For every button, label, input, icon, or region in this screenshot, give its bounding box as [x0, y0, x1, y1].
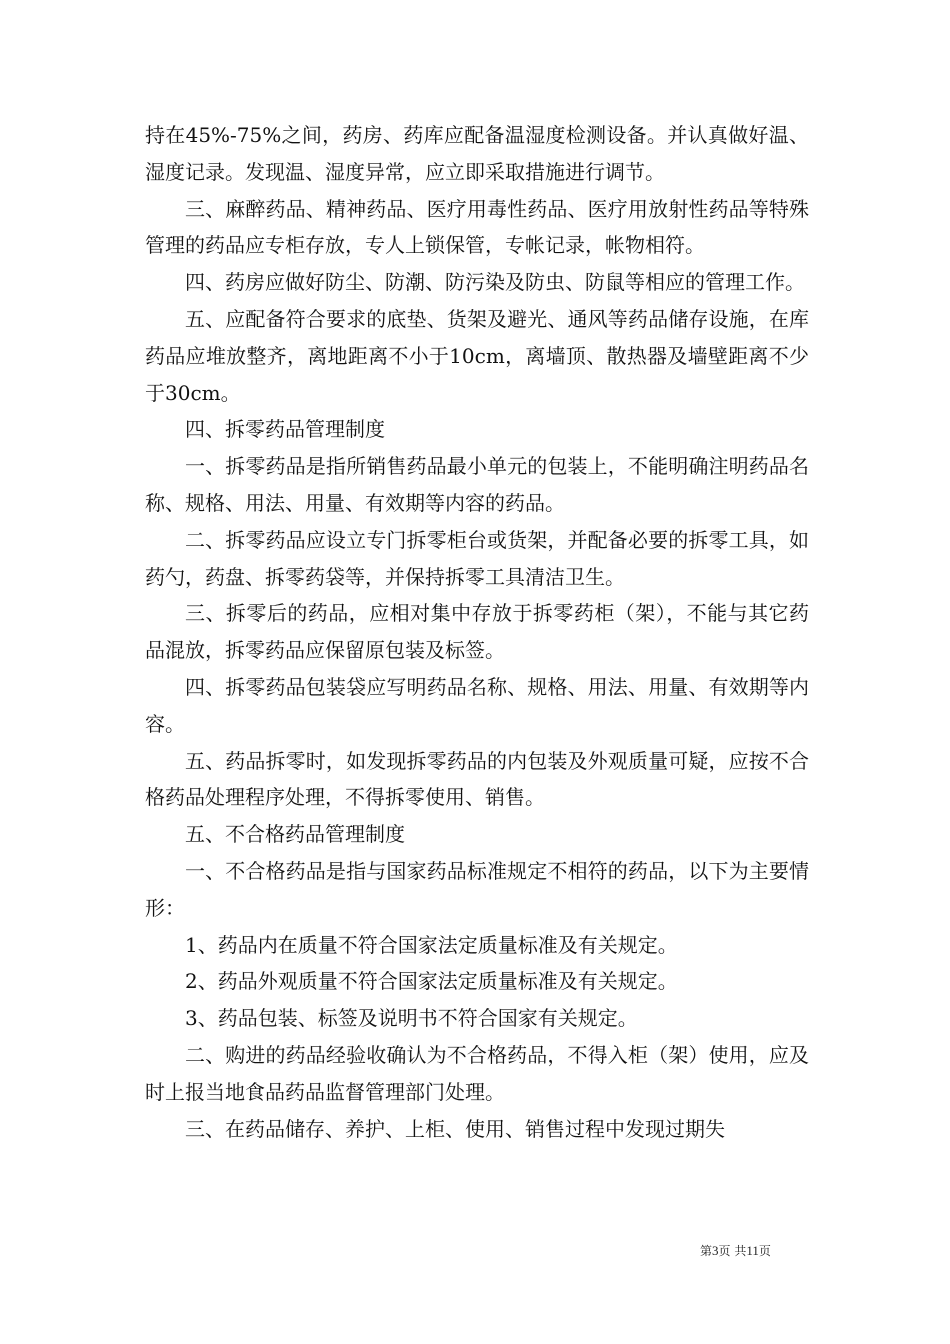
paragraph: 一、不合格药品是指与国家药品标准规定不相符的药品，以下为主要情形：	[145, 858, 809, 920]
list-item: 3、药品包装、标签及说明书不符合国家有关规定。	[185, 1006, 638, 1031]
list-item: 1、药品内在质量不符合国家法定质量标准及有关规定。	[185, 932, 678, 957]
footer-suffix: 页	[758, 1244, 771, 1258]
footer-middle: 页 共	[718, 1244, 747, 1258]
paragraph: 三、麻醉药品、精神药品、医疗用毒性药品、医疗用放射性药品等特殊管理的药品应专柜存放，专人上锁保管，专帐记录，帐物相符。	[145, 196, 809, 258]
page-footer	[700, 1243, 771, 1259]
section-heading: 五、不合格药品管理制度	[185, 822, 405, 847]
list-item: 2、药品外观质量不符合国家法定质量标准及有关规定。	[185, 969, 678, 994]
total-pages-number: 11	[746, 1243, 759, 1258]
section-heading: 四、拆零药品管理制度	[185, 417, 385, 442]
paragraph: 二、拆零药品应设立专门拆零柜台或货架，并配备必要的拆零工具，如药勺，药盘、拆零药袋等，并保持拆零工具清洁卫生。	[145, 527, 809, 589]
paragraph: 四、药房应做好防尘、防潮、防污染及防虫、防鼠等相应的管理工作。	[185, 270, 805, 295]
document-body	[145, 117, 809, 1147]
paragraph: 四、拆零药品包装袋应写明药品名称、规格、用法、用量、有效期等内容。	[145, 674, 809, 736]
paragraph: 三、在药品储存、养护、上柜、使用、销售过程中发现过期失	[185, 1116, 725, 1141]
footer-prefix: 第	[700, 1244, 713, 1258]
paragraph: 一、拆零药品是指所销售药品最小单元的包装上，不能明确注明药品名称、规格、用法、用量、有效期等内容的药品。	[145, 454, 809, 515]
paragraph: 二、购进的药品经验收确认为不合格药品，不得入柜（架）使用，应及时上报当地食品药品监督管理部门处理。	[145, 1042, 809, 1104]
paragraph: 五、药品拆零时，如发现拆零药品的内包装及外观质量可疑，应按不合格药品处理程序处理，不得拆零使用、销售。	[145, 748, 809, 810]
paragraph: 持在45%-75%之间，药房、药库应配备温湿度检测设备。并认真做好温、湿度记录。发现温、湿度异常，应立即采取措施进行调节。	[145, 123, 809, 184]
current-page-number: 3	[712, 1243, 719, 1258]
paragraph: 三、拆零后的药品，应相对集中存放于拆零药柜（架），不能与其它药品混放，拆零药品应保留原包装及标签。	[145, 601, 809, 663]
paragraph: 五、应配备符合要求的底垫、货架及避光、通风等药品储存设施，在库药品应堆放整齐，离地距离不小于10cm，离墙顶、散热器及墙壁距离不少于30cm。	[145, 306, 809, 405]
